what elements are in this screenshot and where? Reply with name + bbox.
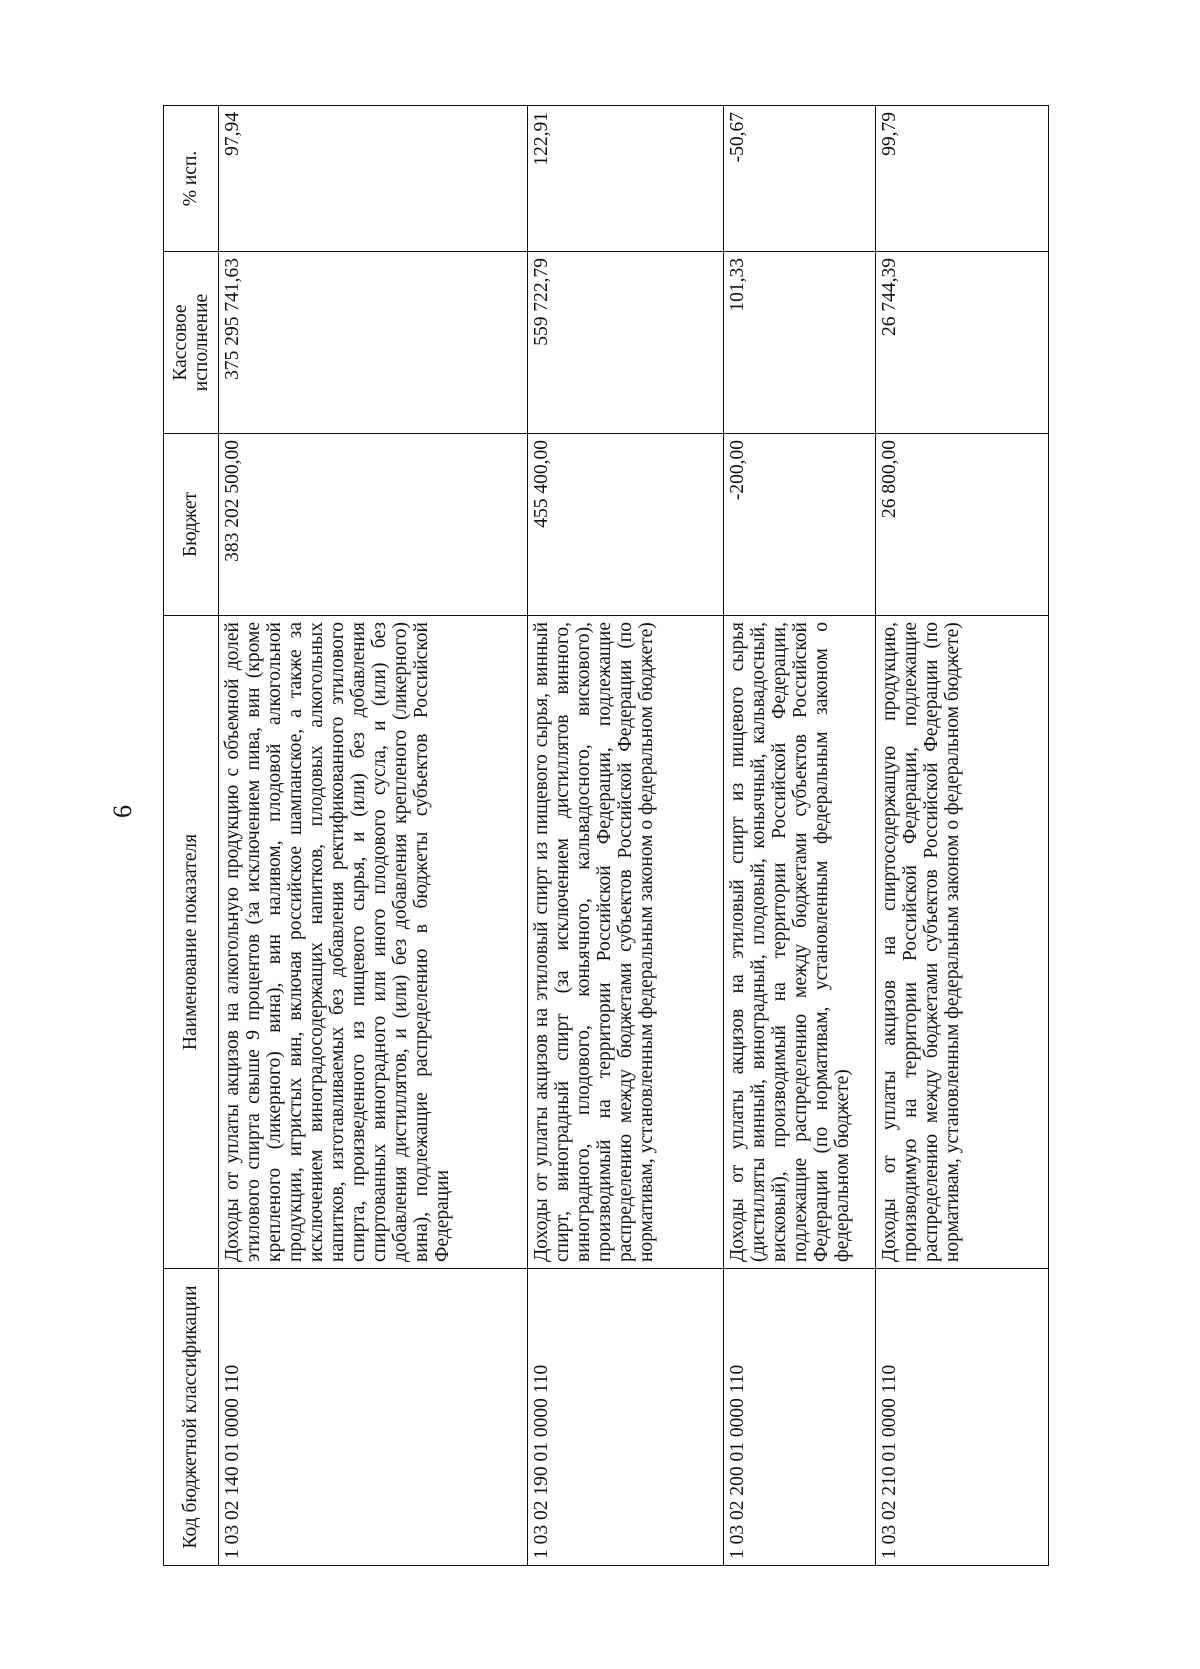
table-row [876, 106, 1049, 1566]
page-number: 6 [108, 805, 137, 818]
row-code: 1 03 02 210 01 0000 110 [876, 1269, 1049, 1566]
row-percent: 122,91 [528, 106, 724, 252]
row-percent: 99,79 [876, 106, 1049, 252]
row-percent: 97,94 [219, 106, 528, 252]
row-budget: 26 800,00 [876, 434, 1049, 616]
header-budget: Бюджет [164, 434, 219, 616]
header-execution-line2: исполнение [191, 293, 212, 392]
row-execution: 559 722,79 [528, 252, 724, 434]
row-name: Доходы от уплаты акцизов на этиловый спирт из пищевого сырья (дистилляты винный, виноградный, плодовый, коньячный, кальвадосный, висковый), производимый на территории Российской Федерации, подлежащие распределению между бюджетами субъектов Российской Федерации (по нормативам, установленным федеральным законом о федеральном бюджете) [724, 616, 876, 1269]
budget-table [163, 105, 1049, 1566]
table-row [528, 106, 724, 1566]
table-header-row [164, 106, 219, 1566]
row-code: 1 03 02 140 01 0000 110 [219, 1269, 528, 1566]
row-execution: 101,33 [724, 252, 876, 434]
header-code: Код бюджетной классификации [164, 1269, 219, 1566]
row-budget: -200,00 [724, 434, 876, 616]
row-name: Доходы от уплаты акцизов на алкогольную продукцию с объемной долей этилового спирта свыше 9 процентов (за исключением пива, вин (кроме крепленого (ликерного) вина), вин наливом, плодовой алкогольной продукции, игристых вин, включая российское шампанское, а также за исключением виноградосодержащих напитков, плодовых алкогольных напитков, изготавливаемых без добавления ректификованного этилового спирта, произведенного из пищевого сырья, и (или) без добавления спиртованных виноградного или иного плодового сусла, и (или) без добавления дистиллятов, и (или) без добавления крепленого (ликерного) вина), подлежащие распределению в бюджеты субъектов Российской Федерации [219, 616, 528, 1269]
row-code: 1 03 02 200 01 0000 110 [724, 1269, 876, 1566]
row-name: Доходы от уплаты акцизов на спиртосодержащую продукцию, производимую на территории Российской Федерации, подлежащие распределению между бюджетами субъектов Российской Федерации (по нормативам, установленным федеральным законом о федеральном бюджете) [876, 616, 1049, 1269]
header-execution-line1: Кассовое [169, 304, 191, 381]
table-row [219, 106, 528, 1566]
table-row [724, 106, 876, 1566]
row-code: 1 03 02 190 01 0000 110 [528, 1269, 724, 1566]
row-budget: 383 202 500,00 [219, 434, 528, 616]
row-budget: 455 400,00 [528, 434, 724, 616]
header-percent: % исп. [164, 106, 219, 252]
header-name: Наименование показателя [164, 616, 219, 1269]
row-execution: 375 295 741,63 [219, 252, 528, 434]
rotated-page-content [163, 106, 1048, 1566]
row-name: Доходы от уплаты акцизов на этиловый спирт из пищевого сырья, винный спирт, виноградный спирт (за исключением дистиллятов винного, виноградного, плодового, коньячного, кальвадосного, вискового), производимый на территории Российской Федерации, подлежащие распределению между бюджетами субъектов Российской Федерации (по нормативам, установленным федеральным законом о федеральном бюджете) [528, 616, 724, 1269]
row-execution: 26 744,39 [876, 252, 1049, 434]
header-execution [164, 252, 219, 434]
row-percent: -50,67 [724, 106, 876, 252]
